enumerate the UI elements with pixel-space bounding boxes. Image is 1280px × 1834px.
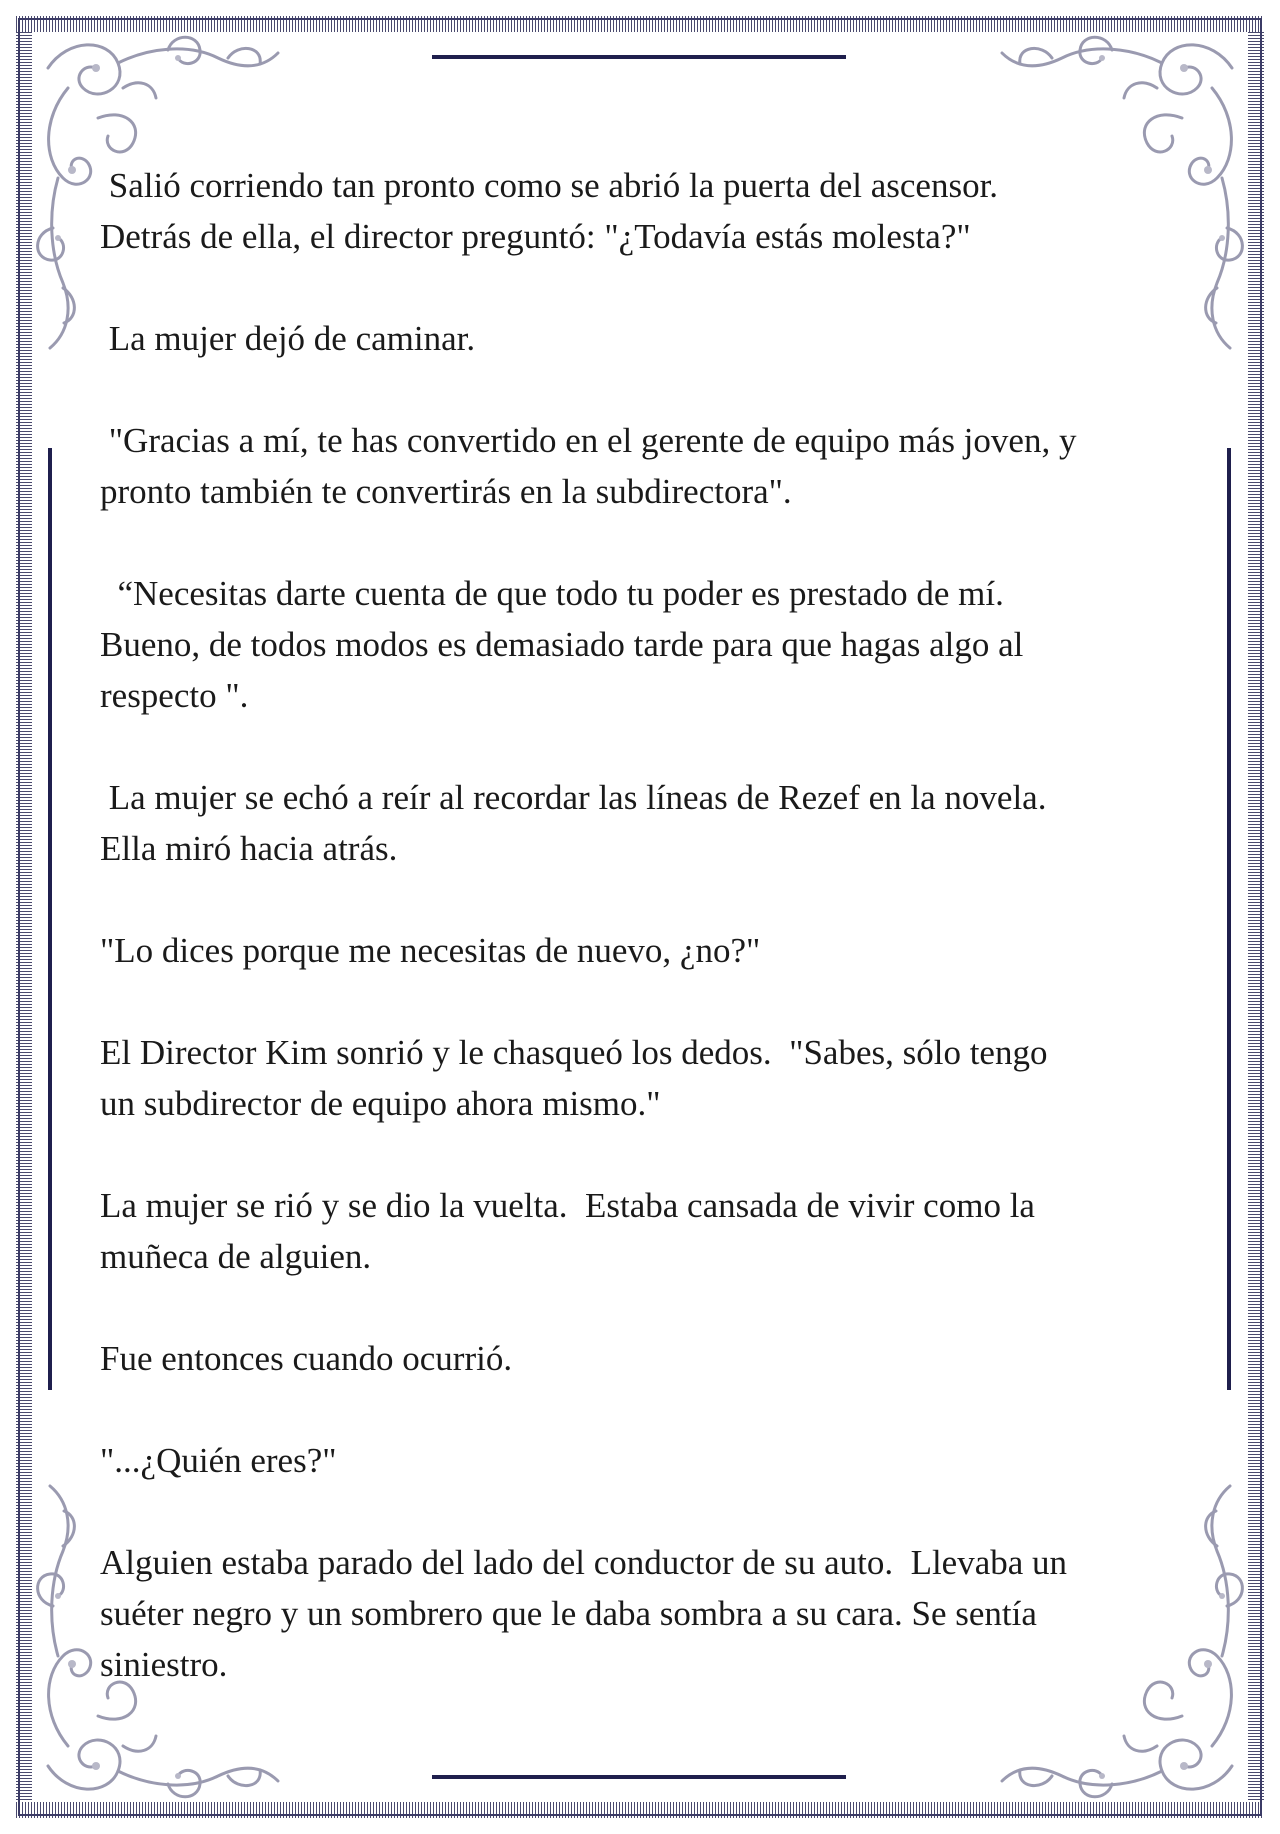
story-text xyxy=(100,160,1180,1741)
paragraph-9: Fue entonces cuando ocurrió. xyxy=(100,1339,513,1378)
paragraph-6: "Lo dices porque me necesitas de nuevo, ¿no?" xyxy=(100,931,761,970)
paragraph-7: El Director Kim sonrió y le chasqueó los dedos. "Sabes, sólo tengo un subdirector de equipo ahora mismo." xyxy=(100,1033,1048,1123)
paragraph-8: La mujer se rió y se dio la vuelta. Estaba cansada de vivir como la muñeca de alguien. xyxy=(100,1186,1035,1276)
paragraph-4: “Necesitas darte cuenta de que todo tu poder es prestado de mí. Bueno, de todos modos es demasiado tarde para que hagas algo al respecto ". xyxy=(100,574,1024,715)
paragraph-3: "Gracias a mí, te has convertido en el gerente de equipo más joven, y pronto también te convertirás en la subdirectora". xyxy=(100,421,1077,511)
right-divider xyxy=(1227,448,1231,1390)
paragraph-5: La mujer se echó a reír al recordar las líneas de Rezef en la novela. Ella miró hacia atrás. xyxy=(100,778,1047,868)
bottom-divider xyxy=(432,1775,846,1779)
paragraph-1: Salió corriendo tan pronto como se abrió la puerta del ascensor. Detrás de ella, el director preguntó: "¿Todavía estás molesta?" xyxy=(100,166,999,256)
paragraph-11: Alguien estaba parado del lado del conductor de su auto. Llevaba un suéter negro y un sombrero que le daba sombra a su cara. Se sentía siniestro. xyxy=(100,1543,1068,1684)
paragraph-10: "...¿Quién eres?" xyxy=(100,1441,337,1480)
top-divider xyxy=(432,55,846,59)
left-divider xyxy=(48,448,52,1390)
paragraph-2: La mujer dejó de caminar. xyxy=(100,319,476,358)
